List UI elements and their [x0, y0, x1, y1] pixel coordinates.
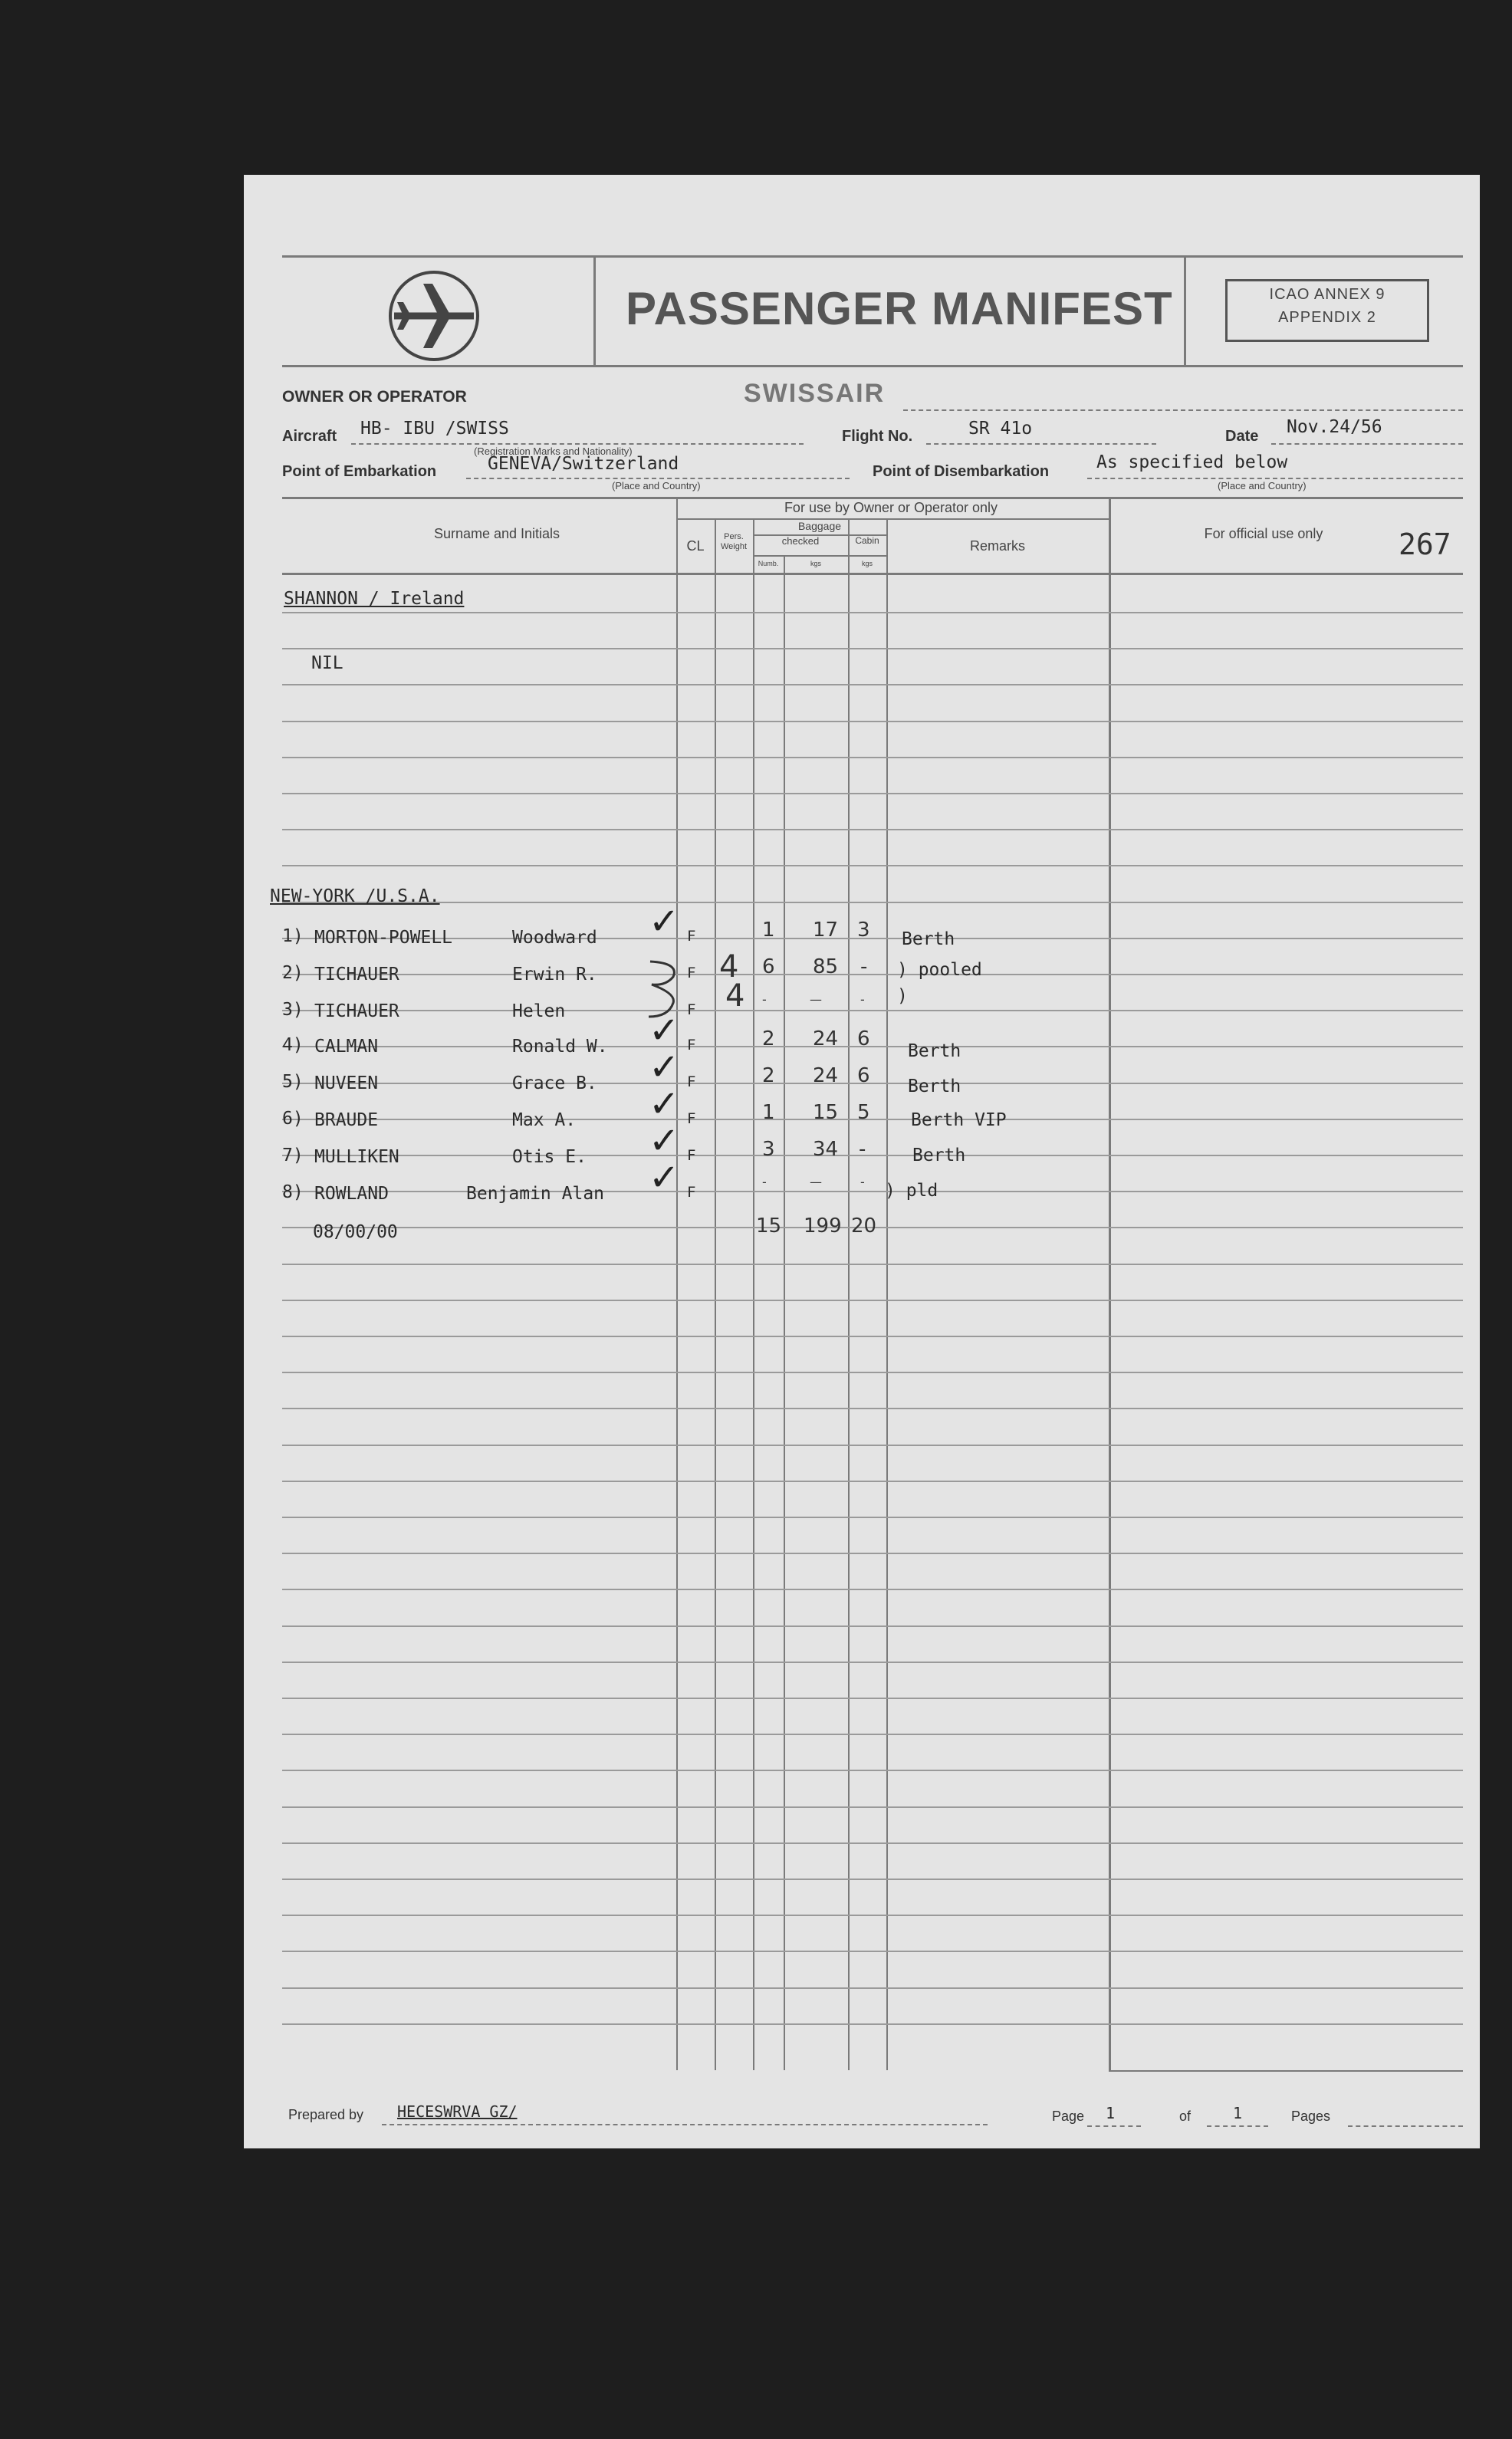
prepared-rule: [382, 2124, 988, 2125]
passenger-kgs: 15: [813, 1101, 839, 1124]
form-title: PASSENGER MANIFEST: [626, 283, 1173, 334]
row-rule: [282, 684, 1463, 685]
totals-label: 08/00/00: [313, 1222, 398, 1242]
embark-label: Point of Embarkation: [282, 463, 437, 480]
of-value: 1: [1233, 2104, 1243, 2122]
passenger-remarks: ) pld: [885, 1181, 938, 1201]
flight-rule: [926, 443, 1156, 445]
checkmark-icon: ✓: [649, 1046, 680, 1089]
row-rule: [282, 829, 1463, 830]
passenger-kgs: 34: [813, 1138, 839, 1161]
disembark-value: As specified below: [1096, 452, 1288, 472]
header-top-rule: [282, 255, 1463, 258]
passenger-kgs: 24: [813, 1027, 839, 1050]
row-rule: [282, 1191, 1463, 1192]
col-line-official: [1109, 497, 1111, 2070]
embark-value: GENEVA/Switzerland: [488, 454, 679, 474]
row-rule: [282, 1842, 1463, 1844]
date-value: Nov.24/56: [1287, 417, 1382, 437]
checkmark-icon: ✓: [649, 1119, 680, 1162]
passenger-class: F: [687, 1184, 696, 1201]
row-rule: [282, 648, 1463, 649]
page-rule: [1087, 2125, 1141, 2127]
passenger-no: 8): [282, 1182, 304, 1202]
row-rule: [282, 1336, 1463, 1337]
owner-use-rule: [676, 518, 1109, 520]
passenger-surname: NUVEEN: [314, 1073, 379, 1093]
passenger-cabin: 6: [857, 1027, 870, 1050]
passenger-given: Woodward: [512, 928, 597, 948]
passenger-surname: CALMAN: [314, 1037, 379, 1057]
flight-label: Flight No.: [842, 428, 913, 445]
row-rule: [282, 612, 1463, 613]
passenger-class: F: [687, 1001, 696, 1018]
passenger-class: F: [687, 1037, 696, 1054]
checked-rule: [753, 555, 886, 557]
disembark-rule: [1087, 478, 1463, 479]
passenger-numb: 3: [762, 1138, 775, 1161]
col-surname-header: Surname and Initials: [433, 526, 560, 541]
date-label: Date: [1225, 428, 1259, 445]
row-rule: [282, 974, 1463, 975]
row-rule: [282, 1879, 1463, 1880]
header-bottom-rule: [282, 365, 1463, 367]
icao-line-1: ICAO ANNEX 9: [1269, 286, 1385, 303]
passenger-kgs: 85: [813, 955, 839, 978]
passenger-remarks: Berth VIP: [911, 1110, 1007, 1130]
row-rule: [282, 757, 1463, 758]
row-rule: [282, 1046, 1463, 1047]
row-rule: [282, 1589, 1463, 1590]
flight-value: SR 41o: [968, 419, 1033, 439]
totals-kgs: 199: [804, 1215, 842, 1238]
passenger-given: Erwin R.: [512, 965, 597, 984]
section-newyork: NEW-YORK /U.S.A.: [270, 886, 440, 906]
passenger-remarks: ) pooled: [897, 960, 982, 980]
passenger-given: Ronald W.: [512, 1037, 608, 1057]
row-rule: [282, 1553, 1463, 1554]
passenger-numb: -: [762, 1175, 767, 1189]
owner-rule: [903, 409, 1463, 411]
passenger-cabin: -: [859, 1138, 866, 1161]
col-numb-header: Numb.: [758, 560, 779, 567]
of-rule: [1207, 2125, 1268, 2127]
embark-note: (Place and Country): [612, 480, 701, 491]
prepared-value: HECESWRVA GZ/: [397, 2102, 518, 2121]
passenger-class: F: [687, 1110, 696, 1127]
icao-line-2: APPENDIX 2: [1278, 309, 1376, 326]
passenger-remarks: ): [897, 986, 908, 1006]
header-divider-left: [593, 255, 596, 365]
row-rule: [282, 1625, 1463, 1627]
row-rule: [282, 865, 1463, 866]
col-checked-header: checked: [781, 535, 820, 547]
header-divider-right: [1184, 255, 1186, 365]
row-rule: [282, 1734, 1463, 1735]
disembark-label: Point of Disembarkation: [873, 463, 1050, 480]
col-baggage-header: Baggage: [797, 520, 842, 532]
passenger-surname: TICHAUER: [314, 1001, 399, 1021]
row-rule: [282, 1915, 1463, 1916]
passenger-cabin: 6: [857, 1064, 870, 1087]
col-line-remarks: [886, 518, 888, 2070]
passenger-remarks: Berth: [908, 1077, 961, 1096]
col-line-cl: [676, 497, 678, 2070]
page-value: 1: [1106, 2104, 1116, 2122]
passenger-class: F: [687, 1147, 696, 1164]
passenger-surname: TICHAUER: [314, 965, 399, 984]
passenger-surname: ROWLAND: [314, 1184, 389, 1204]
passenger-cabin: -: [860, 955, 868, 978]
passenger-numb: 1: [762, 1101, 775, 1124]
col-remarks-header: Remarks: [969, 538, 1025, 554]
row-rule: [282, 1155, 1463, 1156]
col-line-weight: [715, 518, 716, 2070]
row-rule: [282, 1408, 1463, 1409]
passenger-numb: 2: [762, 1064, 775, 1087]
passenger-no: 2): [282, 963, 304, 983]
aircraft-label: Aircraft: [282, 428, 337, 445]
col-kgs-header: kgs: [810, 560, 821, 567]
col-official-header: For official use only: [1204, 526, 1323, 541]
page-label: Page: [1052, 2109, 1085, 2124]
prepared-label: Prepared by: [288, 2107, 364, 2122]
bracket-mark-icon: [643, 955, 689, 1024]
row-rule: [282, 721, 1463, 722]
passenger-no: 5): [282, 1072, 304, 1092]
checkmark-icon: ✓: [649, 1009, 680, 1052]
row-rule: [282, 1481, 1463, 1482]
passenger-no: 1): [282, 926, 304, 946]
row-rule: [282, 1517, 1463, 1518]
passenger-remarks: Berth: [902, 929, 955, 949]
header-bottom-table-rule: [282, 573, 1463, 575]
passenger-no: 3): [282, 1000, 304, 1020]
col-line-cabin: [848, 518, 850, 2070]
official-number: 267: [1399, 528, 1451, 561]
owner-label: OWNER OR OPERATOR: [282, 388, 467, 406]
checkmark-icon: ✓: [649, 900, 680, 943]
col-weight-header: Pers. Weight: [720, 532, 748, 551]
airplane-logo-icon: [386, 268, 482, 363]
disembark-note: (Place and Country): [1218, 480, 1307, 491]
col-cl-header: CL: [686, 538, 705, 554]
row-rule: [282, 1083, 1463, 1084]
row-rule: [282, 1264, 1463, 1265]
handwritten-weight-1: 4: [719, 949, 739, 984]
row-rule: [282, 1662, 1463, 1663]
section-shannon: SHANNON / Ireland: [284, 589, 465, 609]
owner-value: SWISSAIR: [744, 379, 886, 408]
passenger-class: F: [687, 928, 696, 945]
passenger-surname: MULLIKEN: [314, 1147, 399, 1167]
row-rule: [282, 1010, 1463, 1011]
manifest-sheet: [244, 175, 1480, 2148]
passenger-class: F: [687, 1073, 696, 1090]
table-top-rule: [282, 497, 1463, 499]
row-rule: [282, 1698, 1463, 1699]
col-owner-use-header: For use by Owner or Operator only: [784, 500, 998, 515]
passenger-given: Helen: [512, 1001, 566, 1021]
passenger-remarks: Berth: [912, 1146, 966, 1165]
row-rule: [282, 1372, 1463, 1373]
passenger-kgs: —: [810, 992, 822, 1007]
passenger-given: Otis E.: [512, 1147, 587, 1167]
aircraft-value: HB- IBU /SWISS: [360, 419, 509, 439]
passenger-numb: 6: [762, 955, 775, 978]
col-line-numb: [753, 518, 754, 2070]
row-rule: [282, 793, 1463, 794]
row-rule: [282, 1806, 1463, 1808]
passenger-cabin: 3: [857, 919, 870, 942]
aircraft-note: (Registration Marks and Nationality): [474, 445, 633, 457]
checkmark-icon: ✓: [649, 1083, 680, 1126]
row-rule: [282, 1987, 1463, 1989]
row-rule: [282, 1445, 1463, 1446]
totals-cabin: 20: [851, 1215, 877, 1238]
passenger-cabin: 5: [857, 1101, 870, 1124]
passenger-no: 4): [282, 1035, 304, 1055]
passenger-given: Benjamin Alan: [466, 1184, 605, 1204]
checkmark-icon: ✓: [649, 1156, 680, 1199]
passenger-given: Grace B.: [512, 1073, 597, 1093]
icao-box: [1225, 279, 1429, 342]
aircraft-rule: [351, 443, 804, 445]
col-kgs2-header: kgs: [861, 560, 873, 567]
row-rule: [282, 1770, 1463, 1771]
section-shannon-nil: NIL: [311, 653, 343, 673]
embark-rule: [466, 478, 850, 479]
passenger-kgs: 24: [813, 1064, 839, 1087]
of-label: of: [1179, 2109, 1192, 2124]
baggage-rule: [753, 534, 886, 536]
row-rule: [282, 2023, 1463, 2025]
row-rule: [282, 1300, 1463, 1301]
passenger-kgs: 17: [813, 919, 839, 942]
col-cabin-header: Cabin: [855, 535, 879, 546]
row-rule: [282, 1119, 1463, 1120]
pages-label: Pages: [1291, 2109, 1331, 2124]
passenger-surname: MORTON-POWELL: [314, 928, 453, 948]
passenger-cabin: -: [860, 992, 865, 1007]
handwritten-weight-2: 4: [725, 978, 745, 1014]
passenger-class: F: [687, 965, 696, 981]
passenger-numb: 2: [762, 1027, 775, 1050]
passenger-surname: BRAUDE: [314, 1110, 379, 1130]
totals-numb: 15: [756, 1215, 782, 1238]
passenger-remarks: Berth: [908, 1041, 961, 1061]
row-rule: [282, 902, 1463, 903]
row-rule: [282, 938, 1463, 939]
passenger-no: 6): [282, 1109, 304, 1129]
pages-rule: [1348, 2125, 1463, 2127]
row-rule: [282, 1951, 1463, 1952]
passenger-no: 7): [282, 1146, 304, 1165]
passenger-kgs: —: [810, 1175, 822, 1189]
passenger-numb: -: [762, 992, 767, 1007]
passenger-numb: 1: [762, 919, 775, 942]
date-rule: [1271, 443, 1463, 445]
passenger-cabin: -: [860, 1175, 865, 1189]
passenger-given: Max A.: [512, 1110, 577, 1130]
footer-top-rule: [1109, 2070, 1463, 2072]
